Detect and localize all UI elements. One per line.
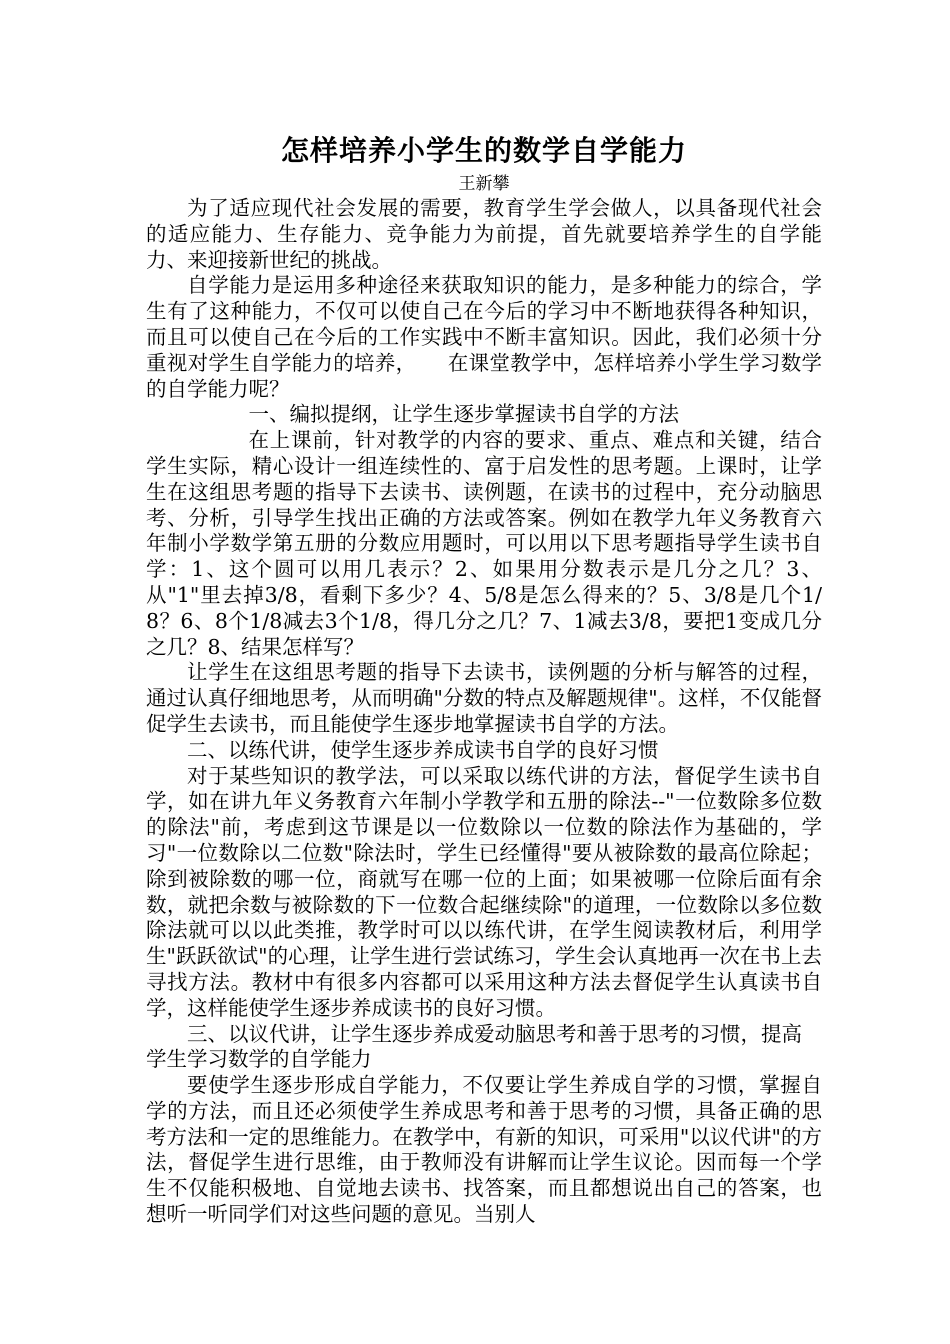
paragraph-section-3: 要使学生逐步形成自学能力，不仅要让学生养成自学的习惯，掌握自学的方法，而且还必须使学生养成思考和善于思考的习惯，具备正确的思考方法和一定的思维能力。在教学中，有新的知识，可采用"以议代讲"的方法，督促学生进行思维，由于教师没有讲解而让学生议论。因而每一个学生不仅能积极地、自觉地去读书、找答案，而且都想说出自己的答案，也想听一听同学们对这些问题的意见。当别人: [146, 1073, 822, 1227]
paragraph-section-1-method: 在上课前，针对教学的内容的要求、重点、难点和关键，结合学生实际，精心设计一组连续性的、富于启发性的思考题。上课时，让学生在这组思考题的指导下去读书、读例题，在读书的过程中，充分动脑思考、分析，引导学生找出正确的方法或答案。例如在教学九年义务教育六年制小学数学第五册的分数应用题时，可以用以下思考题指导学生读书自学：1、这个圆可以用几表示？2、如果用分数表示是几分之几？3、从"1"里去掉3/8，看剩下多少？4、5/8是怎么得来的？5、3/8是几个1/8？6、8个1/8减去3个1/8，得几分之几？7、1减去3/8，要把1变成几分之几？8、结果怎样写？: [146, 428, 822, 659]
paragraph-intro: 为了适应现代社会发展的需要，教育学生学会做人，以具备现代社会的适应能力、生存能力、竞争能力为前提，首先就要培养学生的自学能力、来迎接新世纪的挑战。: [146, 196, 822, 272]
section-heading-1: 一、编拟提纲，让学生逐步掌握读书自学的方法: [248, 402, 679, 427]
document-page: [146, 130, 822, 1228]
document-author: 王新攀: [458, 174, 510, 194]
paragraph-section-1-result: 让学生在这组思考题的指导下去读书，读例题的分析与解答的过程，通过认真仔细地思考，从而明确"分数的特点及解题规律"。这样，不仅能督促学生去读书，而且能使学生逐步地掌握读书自学的方法。: [146, 660, 822, 736]
paragraph-self-study-ability: 自学能力是运用多种途径来获取知识的能力，是多种能力的综合，学生有了这种能力，不仅可以使自己在今后的学习中不断地获得各种知识，而且可以使自己在今后的工作实践中不断丰富知识。因此，我们必须十分重视对学生自学能力的培养， 在课堂教学中，怎样培养小学生学习数学的自学能力呢？: [146, 273, 822, 401]
section-heading-2: 二、以练代讲，使学生逐步养成读书自学的良好习惯: [187, 737, 659, 762]
document-title: 怎样培养小学生的数学自学能力: [280, 134, 687, 167]
paragraph-section-2: 对于某些知识的教学法，可以采取以练代讲的方法，督促学生读书自学，如在讲九年义务教育六年制小学教学和五册的除法--"一位数除多位数的除法"前，考虑到这节课是以一位数除以一位数的除法作为基础的，学习"一位数除以二位数"除法时，学生已经懂得"要从被除数的最高位除起；除到被除数的哪一位，商就写在哪一位的上面；如果被哪一位除后面有余数，就把余数与被除数的下一位数合起继续除"的道理，一位数除以多位数除法就可以以此类推，教学时可以以练代讲，在学生阅读教材后，利用学生"跃跃欲试"的心理，让学生进行尝试练习，学生会认真地再一次在书上去寻找方法。教材中有很多内容都可以采用这种方法去督促学生认真读书自学，这样能使学生逐步养成读书的良好习惯。: [146, 763, 822, 1020]
section-heading-3: 三、以议代讲，让学生逐步养成爱动脑思考和善于思考的习惯，提高学生学习数学的自学能力: [146, 1021, 802, 1072]
